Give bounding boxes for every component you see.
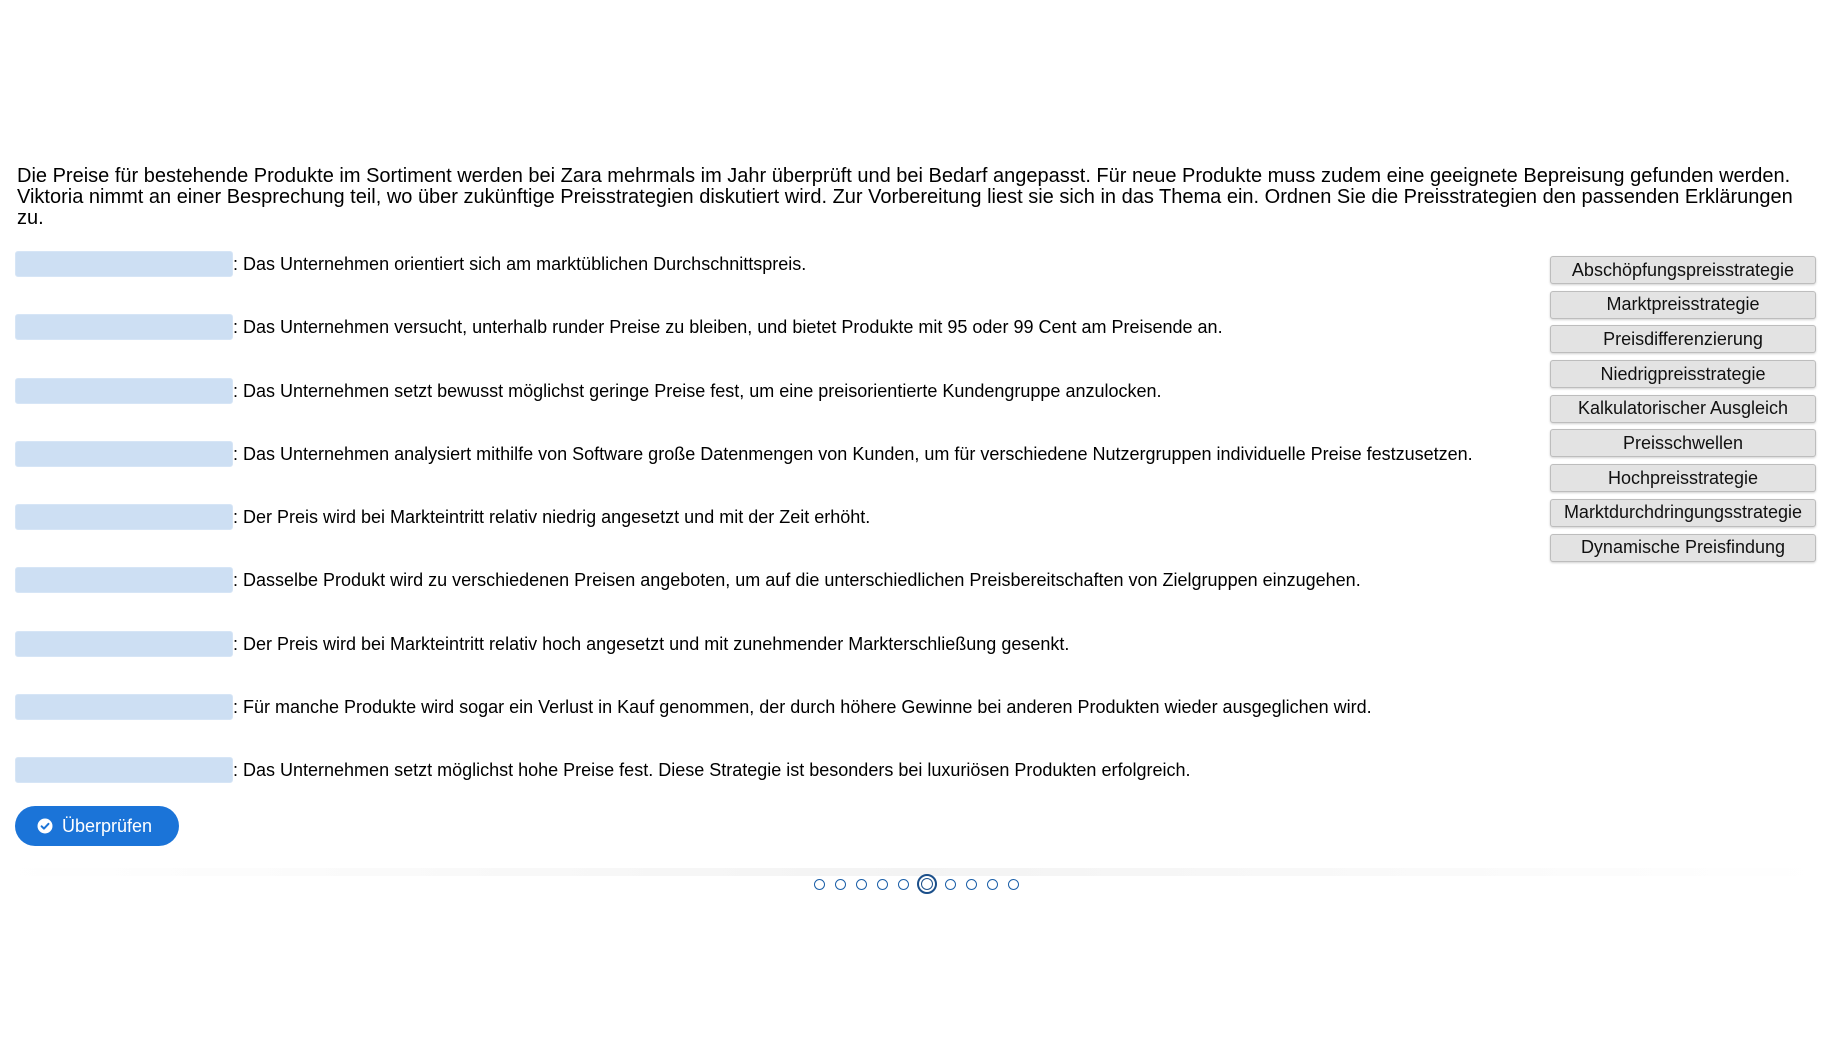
answer-dropzone[interactable] [15, 694, 233, 720]
page-dot[interactable] [835, 879, 846, 890]
check-circle-icon [37, 818, 53, 834]
statement-row [15, 567, 1545, 630]
statement-row [15, 251, 1545, 314]
statement-row [15, 694, 1545, 757]
answer-dropzone[interactable] [15, 441, 233, 467]
statement-text: : Das Unternehmen setzt möglichst hohe Preise fest. Diese Strategie ist besonders bei luxuriösen Produkten erfolgreich. [233, 760, 1191, 781]
statement-text: : Der Preis wird bei Markteintritt relativ hoch angesetzt und mit zunehmender Markterschließung gesenkt. [233, 633, 1070, 654]
draggable-option[interactable]: Preisschwellen [1550, 429, 1816, 457]
page-indicator [814, 873, 1029, 895]
answer-dropzone[interactable] [15, 504, 233, 530]
statement-row [15, 441, 1545, 504]
task-instructions: Die Preise für bestehende Produkte im Sortiment werden bei Zara mehrmals im Jahr überprüft und bei Bedarf angepasst. Für neue Produkte muss zudem eine geeignete Bepreisung gefunden werden. Viktoria nimmt an einer Besprechung teil, wo über zukünftige Preisstrategien diskutiert wird. Zur Vorbereitung liest sie sich in das Thema ein. Ordnen Sie die Preisstrategien den passenden Erklärungen zu. [17, 165, 1793, 229]
answer-dropzone[interactable] [15, 757, 233, 783]
page-dot[interactable] [987, 879, 998, 890]
page-dot[interactable] [898, 879, 909, 890]
page-dot[interactable] [945, 879, 956, 890]
statement-row [15, 631, 1545, 694]
statement-row [15, 314, 1545, 377]
statement-text: : Das Unternehmen orientiert sich am marktüblichen Durchschnittspreis. [233, 254, 807, 274]
page-dot[interactable] [877, 879, 888, 890]
statement-text: : Das Unternehmen versucht, unterhalb runder Preise zu bleiben, und bietet Produkte mit 95 oder 99 Cent am Preisende an. [233, 317, 1223, 338]
option-pool [1550, 256, 1816, 568]
statement-row [15, 757, 1545, 820]
check-button[interactable] [15, 806, 179, 846]
draggable-option[interactable]: Preisdifferenzierung [1550, 325, 1816, 353]
draggable-option[interactable]: Niedrigpreisstrategie [1550, 360, 1816, 388]
answer-dropzone[interactable] [15, 378, 233, 404]
answer-dropzone[interactable] [15, 251, 233, 277]
statement-text: : Das Unternehmen setzt bewusst möglichst geringe Preise fest, um eine preisorientierte Kundengruppe anzulocken. [233, 380, 1162, 401]
page-dot[interactable] [1008, 879, 1019, 890]
statement-list [15, 251, 1545, 821]
statement-row [15, 504, 1545, 567]
draggable-option[interactable]: Hochpreisstrategie [1550, 464, 1816, 492]
statement-text: : Dasselbe Produkt wird zu verschiedenen Preisen angeboten, um auf die unterschiedlichen Preisbereitschaften von Zielgruppen einzugehen. [233, 570, 1361, 591]
draggable-option[interactable]: Abschöpfungspreisstrategie [1550, 256, 1816, 284]
answer-dropzone[interactable] [15, 567, 233, 593]
draggable-option[interactable]: Dynamische Preisfindung [1550, 534, 1816, 562]
draggable-option[interactable]: Marktpreisstrategie [1550, 291, 1816, 319]
draggable-option[interactable]: Marktdurchdringungsstrategie [1550, 499, 1816, 527]
statement-text: : Für manche Produkte wird sogar ein Verlust in Kauf genommen, der durch höhere Gewinne bei anderen Produkten wieder ausgeglichen wird. [233, 697, 1372, 718]
answer-dropzone[interactable] [15, 631, 233, 657]
draggable-option[interactable]: Kalkulatorischer Ausgleich [1550, 395, 1816, 423]
check-button-label: Überprüfen [62, 815, 153, 836]
statement-row [15, 378, 1545, 441]
page-dot[interactable] [856, 879, 867, 890]
statement-text: : Das Unternehmen analysiert mithilfe von Software große Datenmengen von Kunden, um für verschiedene Nutzergruppen individuelle Preise festzusetzen. [233, 443, 1473, 464]
page-dot[interactable] [966, 879, 977, 890]
page-dot[interactable] [814, 879, 825, 890]
answer-dropzone[interactable] [15, 314, 233, 340]
statement-text: : Der Preis wird bei Markteintritt relativ niedrig angesetzt und mit der Zeit erhöht. [233, 507, 871, 528]
page-dot-current[interactable] [917, 874, 937, 894]
